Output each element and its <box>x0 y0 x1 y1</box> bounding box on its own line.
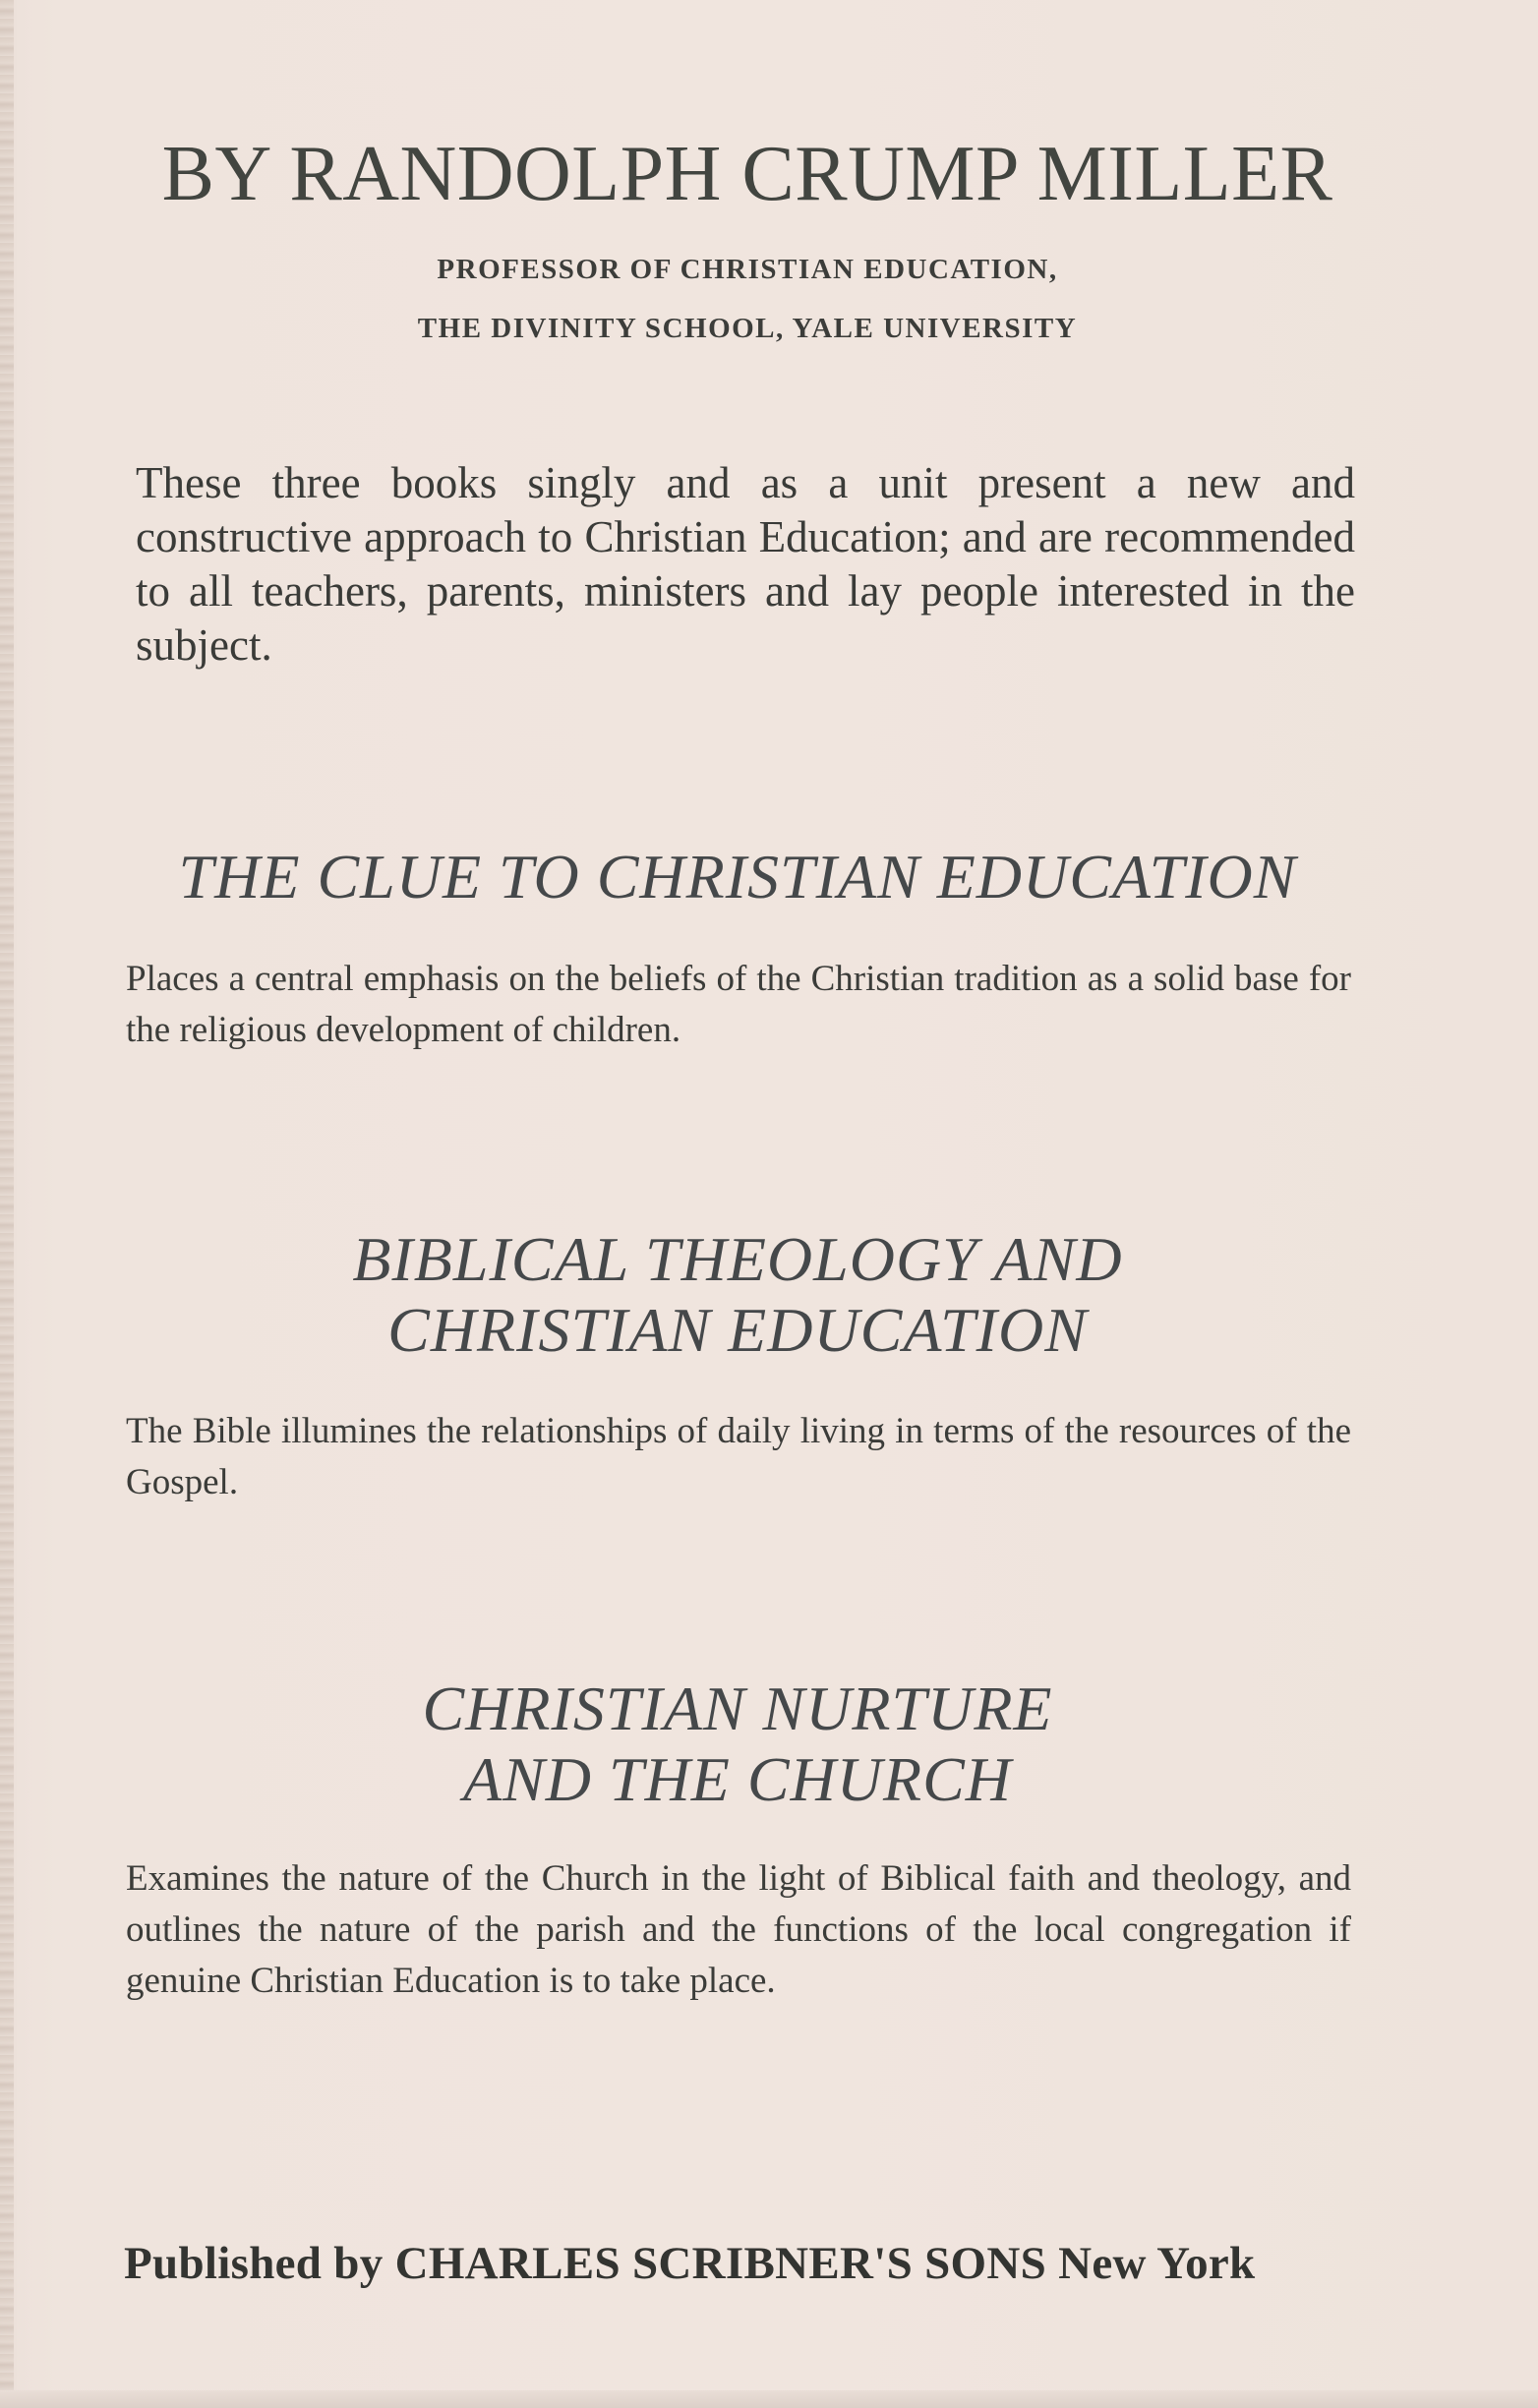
book-title-2-line-1: BIBLICAL THEOLOGY AND <box>352 1224 1123 1294</box>
book-title-1 <box>39 842 1436 912</box>
book-title-3 <box>0 1674 1475 1815</box>
book-title-2-line-2: CHRISTIAN EDUCATION <box>387 1295 1088 1365</box>
book-title-3-line-2: AND THE CHURCH <box>462 1744 1013 1814</box>
affiliation-line-1: PROFESSOR OF CHRISTIAN EDUCATION, <box>437 254 1058 285</box>
paper-left-edge <box>0 0 14 2408</box>
paper-bottom-edge <box>0 2390 1538 2408</box>
book-description-2: The Bible illumines the relationships of daily living in terms of the resources of the Gospel. <box>126 1411 1351 1502</box>
book-title-2 <box>0 1224 1475 1366</box>
book-title-1-line-1: THE CLUE TO CHRISTIAN EDUCATION <box>178 842 1297 911</box>
affiliation-line-2: THE DIVINITY SCHOOL, YALE UNIVERSITY <box>417 313 1078 344</box>
book-title-3-line-1: CHRISTIAN NURTURE <box>422 1674 1053 1743</box>
book-description-1: Places a central emphasis on the beliefs of the Christian tradition as a solid base for the religious development of children. <box>126 959 1351 1050</box>
author-heading: BY RANDOLPH CRUMP MILLER <box>161 131 1333 217</box>
intro-paragraph: These three books singly and as a unit present a new and constructive approach to Christian Education; and are recommended to all teachers, parents, ministers and lay people interested in the subject. <box>136 458 1355 670</box>
publisher-line: Published by CHARLES SCRIBNER'S SONS New York <box>124 2238 1256 2289</box>
book-description-3: Examines the nature of the Church in the light of Biblical faith and theology, and outlines the nature of the parish and the functions of the local congregation if genuine Christian Education is to take place. <box>126 1858 1351 2001</box>
